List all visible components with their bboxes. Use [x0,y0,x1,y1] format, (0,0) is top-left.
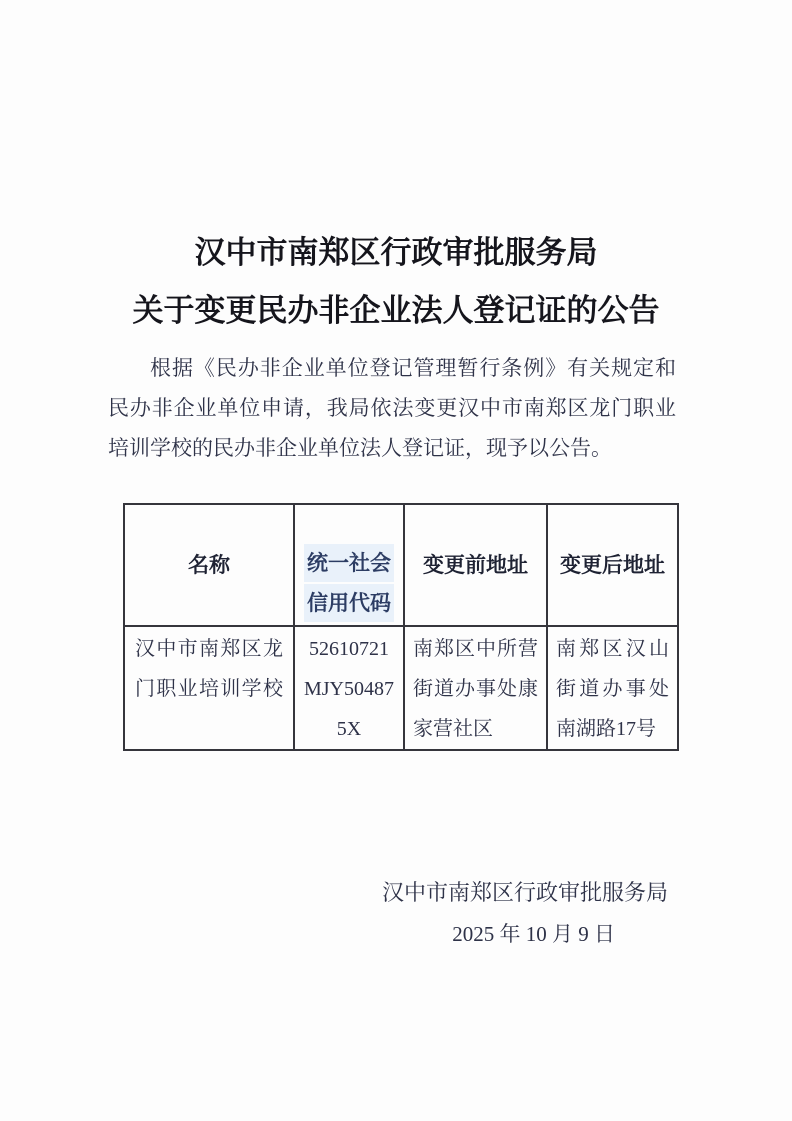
body-line-2: 民办非企业单位申请，我局依法变更汉中市南郑区龙门职业 [108,396,676,420]
signature-agency: 汉中市南郑区行政审批服务局 [381,880,668,905]
table-row [124,626,678,750]
table-cell-name: 汉中市南郑区龙门职业培训学校 [124,626,294,750]
table-header-credit-code [294,504,404,626]
body-line-1: 根据《民办非企业单位登记管理暂行条例》有关规定和 [150,356,676,380]
credit-code-line-3: 5X [336,718,362,740]
announcement-body [108,348,676,468]
page-title-agency: 汉中市南郑区行政审批服务局 [194,235,598,270]
table-header-address-before-label: 变更前地址 [423,553,528,577]
table-header-address-after-label: 变更后地址 [560,553,665,577]
credit-code-line-1: 52610721 [309,638,389,660]
table-header-name-label: 名称 [188,553,230,577]
table-cell-address-before: 南郑区中所营街道办事处康家营社区 [404,626,547,750]
table-cell-credit-code [294,626,404,750]
credit-code-line-2: MJY50487 [303,678,394,700]
signature-date: 2025 年 10 月 9 日 [452,922,615,946]
table-header-address-before [404,504,547,626]
body-line-3: 培训学校的民办非企业单位法人登记证，现予以公告。 [108,436,612,460]
credit-header-line-2 [295,583,403,623]
table-header-address-after [547,504,678,626]
credit-header-line-1 [295,543,403,583]
change-table [123,503,679,751]
table-cell-address-after: 南郑区汉山街道办事处南湖路17号 [547,626,678,750]
page-title-subject: 关于变更民办非企业法人登记证的公告 [132,293,660,328]
credit-header-highlight-2: 信用代码 [304,584,394,622]
table-header-name [124,504,294,626]
credit-header-highlight-1: 统一社会 [304,544,394,582]
table-header-row [124,504,678,626]
change-table-container [123,503,679,751]
